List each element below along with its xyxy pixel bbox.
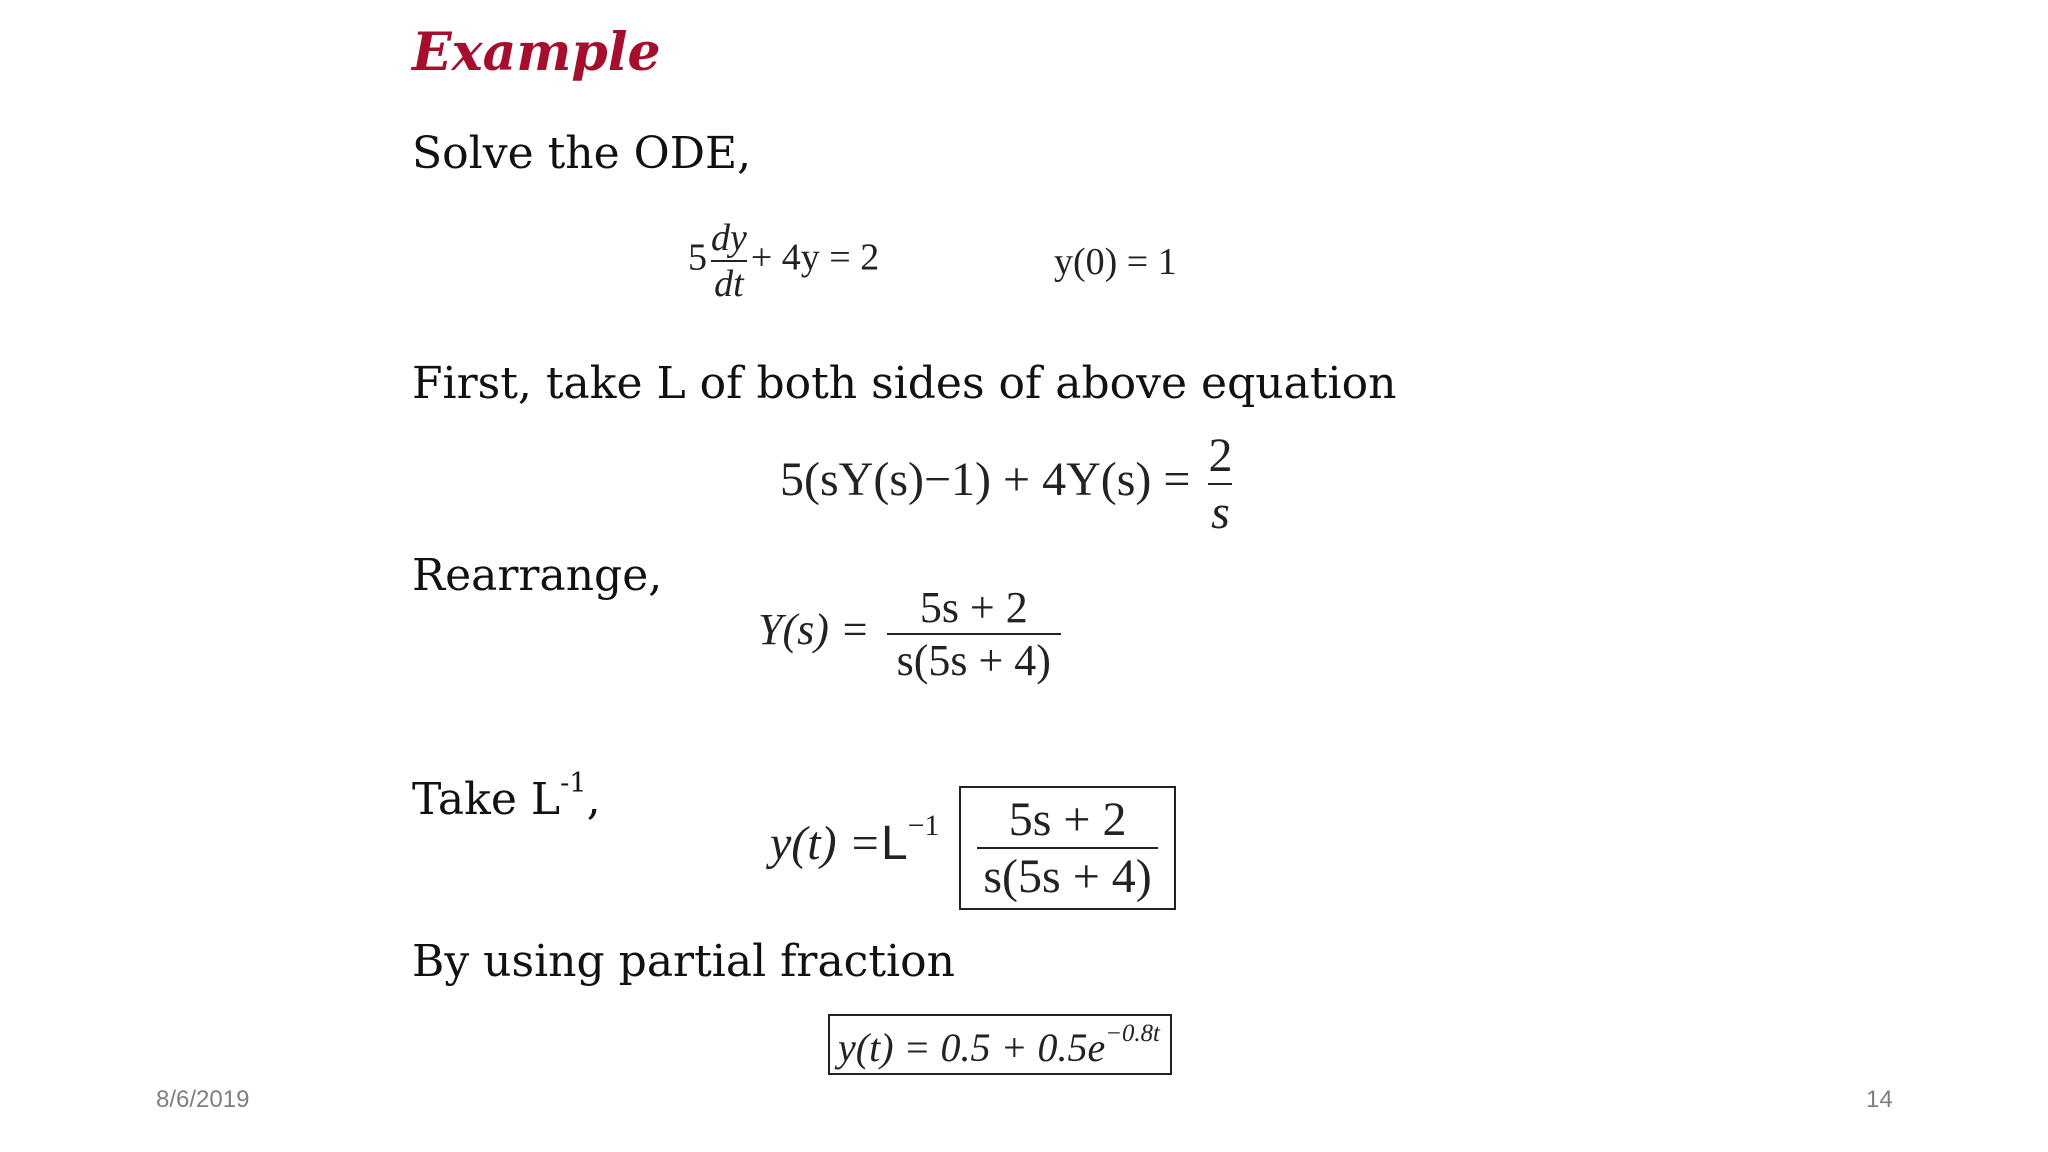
laplace-equation (780, 428, 1232, 540)
step4-text: By using partial fraction (412, 936, 955, 987)
inverse-denominator: s(5s + 4) (977, 847, 1157, 904)
rearranged-equation (758, 582, 1061, 686)
step3-text (412, 768, 601, 825)
rearranged-fraction (887, 582, 1061, 686)
inverse-lhs: y(t) = (770, 817, 881, 871)
inverse-equation (770, 786, 1176, 910)
inverse-operator: L (881, 817, 908, 871)
inverse-fraction (977, 792, 1157, 904)
rearranged-numerator: 5s + 2 (919, 583, 1028, 632)
rearranged-denominator: s(5s + 4) (887, 633, 1061, 686)
ode-rest: + 4y = 2 (750, 236, 880, 279)
initial-condition: y(0) = 1 (1054, 241, 1177, 283)
ode-coefficient: 5 (688, 236, 707, 279)
inverse-bracket (959, 786, 1175, 910)
step3-prefix: Take L (412, 773, 561, 825)
solution-exponent: −0.8t (1105, 1020, 1160, 1047)
step3-superscript: -1 (560, 768, 587, 799)
intro-text: Solve the ODE, (412, 128, 752, 179)
rearranged-lhs: Y(s) = (758, 605, 870, 655)
ode-equation (688, 216, 879, 306)
inverse-numerator: 5s + 2 (1008, 793, 1127, 846)
inverse-operator-superscript: −1 (907, 809, 940, 843)
step2-text: Rearrange, (412, 550, 663, 601)
footer-page-number: 14 (1866, 1086, 1893, 1113)
ode-derivative (711, 216, 747, 306)
footer-date: 8/6/2019 (156, 1086, 250, 1113)
step3-suffix: , (586, 773, 601, 825)
solution-box (828, 1014, 1172, 1075)
laplace-denominator: s (1208, 483, 1232, 540)
ode-derivative-numerator: dy (711, 217, 747, 259)
laplace-numerator: 2 (1208, 429, 1233, 482)
ode-derivative-denominator: dt (711, 260, 747, 306)
laplace-fraction (1208, 428, 1232, 540)
slide-title: Example (412, 22, 661, 83)
solution-expression: y(t) = 0.5 + 0.5e (838, 1024, 1106, 1070)
step1-text: First, take L of both sides of above equation (412, 358, 1397, 409)
laplace-lhs: 5(sY(s)−1) + 4Y(s) = (780, 453, 1191, 507)
